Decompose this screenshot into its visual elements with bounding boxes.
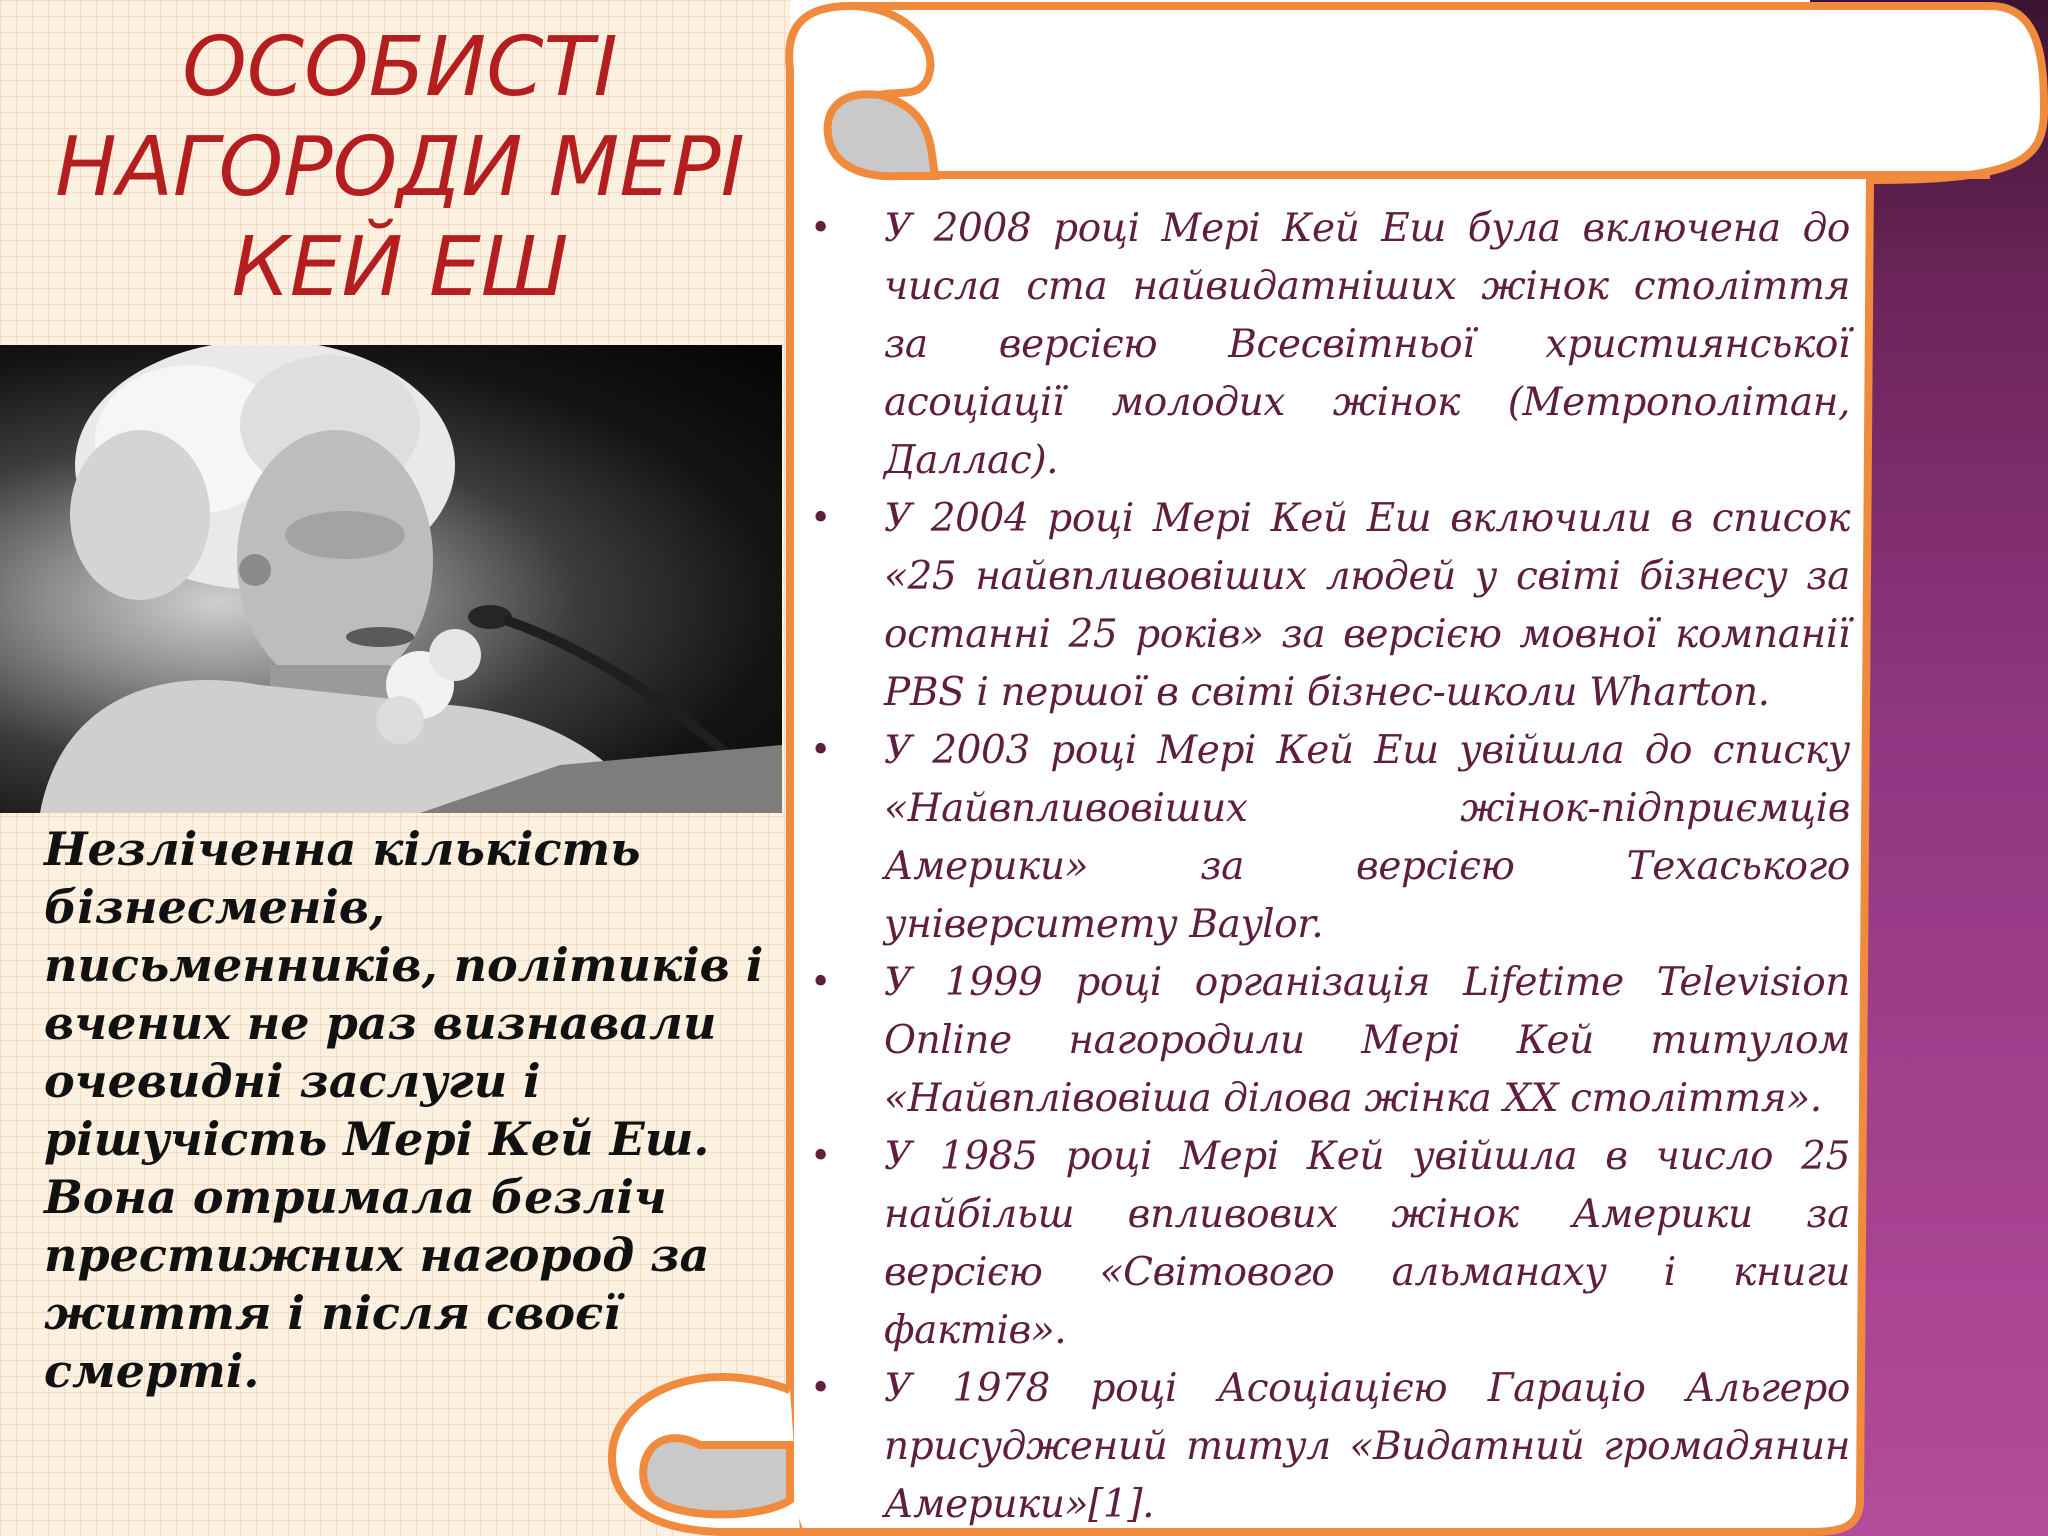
- award-item: [810, 1360, 1850, 1534]
- award-item: [810, 722, 1850, 954]
- award-text: У 2008 році Мері Кей Еш була включена до числа ста найвидатніших жінок століття за версією Всесвітньої християнської асоціації молодих жінок (Метрополітан, Даллас).: [884, 206, 1850, 483]
- award-item: [810, 200, 1850, 490]
- award-item: [810, 1128, 1850, 1360]
- award-item: [810, 954, 1850, 1128]
- summary-paragraph: Незліченна кількість бізнесменів, письменників, політиків і вчених не раз визнавали очевидні заслуги і рішучість Мері Кей Еш. Вона отримала безліч престижних нагород за життя і після своєї смерті.: [44, 822, 764, 1398]
- bullet-icon: •: [810, 962, 831, 1003]
- slide-title: ОСОБИСТІ НАГОРОДИ МЕРІ КЕЙ ЕШ: [55, 20, 745, 315]
- award-text: У 2004 році Мері Кей Еш включили в список «25 найвпливовіших людей у світі бізнесу за останні 25 років» за версією мовної компанії PBS і першої в світі бізнес-школи Wharton.: [884, 496, 1850, 715]
- awards-list: [810, 200, 1850, 1534]
- bullet-icon: •: [810, 1368, 831, 1409]
- bullet-icon: •: [810, 208, 831, 249]
- award-text: У 1985 році Мері Кей увійшла в число 25 найбільш впливових жінок Америки за версією «Світового альманаху і книги фактів».: [884, 1134, 1850, 1353]
- award-item: [810, 490, 1850, 722]
- award-text: У 2003 році Мері Кей Еш увійшла до списку «Найвпливовіших жінок-підприємців Америки» за версією Техаського університету Baylor.: [884, 728, 1850, 947]
- bullet-icon: •: [810, 1136, 831, 1177]
- award-text: У 1978 році Асоціацією Гараціо Альгеро присуджений титул «Видатний громадянин Америки»[1].: [884, 1366, 1850, 1527]
- bullet-icon: •: [810, 730, 831, 771]
- award-text: У 1999 році організація Lifetime Television Online нагородили Мері Кей титулом «Найвплівовіша ділова жінка XX століття».: [884, 960, 1850, 1121]
- bullet-icon: •: [810, 498, 831, 539]
